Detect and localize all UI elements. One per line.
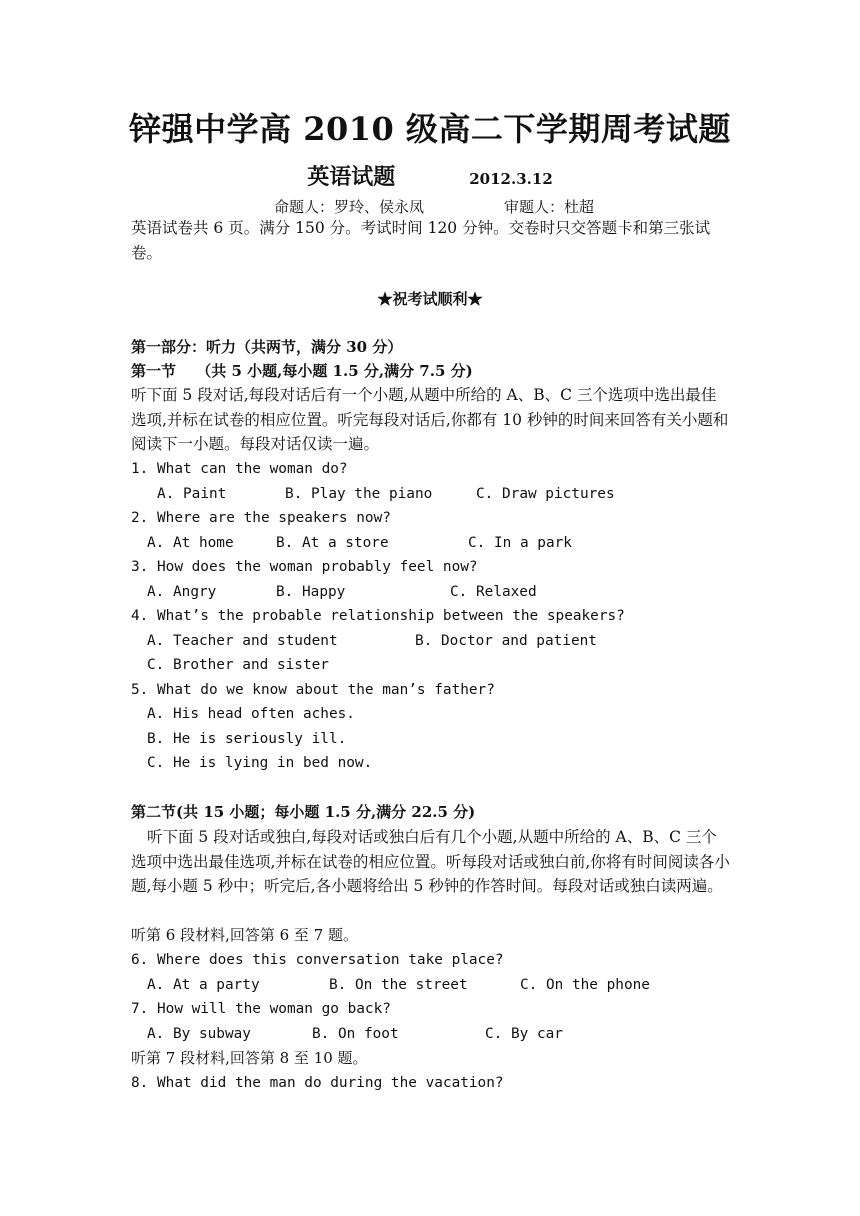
q1-option-b: B. Play the piano: [285, 486, 433, 502]
q5-option-c: C. He is lying in bed now.: [147, 755, 373, 771]
section2-heading: 第二节(共 15 小题；每小题 1.5 分,满分 22.5 分): [131, 803, 476, 821]
q6-option-b: B. On the street: [329, 977, 468, 993]
q1-option-c: C. Draw pictures: [476, 486, 615, 502]
q4-option-b: B. Doctor and patient: [415, 633, 597, 649]
exam-subtitle: [0, 160, 860, 191]
exam-title: 锌强中学高 2010 级高二下学期周考试题: [129, 110, 731, 148]
q3-option-c: C. Relaxed: [450, 584, 537, 600]
q5-option-b: B. He is seriously ill.: [147, 731, 347, 747]
section1-instructions: 听下面 5 段对话,每段对话后有一个小题,从题中所给的 A、B、C 三个选项中选出最佳选项,并标在试卷的相应位置。听完每段对话后,你都有 10 秒钟的时间来回答有关小题和阅读下一小题。每段对话仅读一遍。: [131, 386, 729, 453]
part1-heading: 第一部分：听力（共两节，满分 30 分）: [131, 338, 403, 356]
q4-option-c: C. Brother and sister: [147, 657, 329, 673]
question-7: 7. How will the woman go back?: [131, 1001, 391, 1017]
reviewer: 审题人：杜超: [504, 198, 595, 216]
exam-intro: 英语试卷共 6 页。满分 150 分。考试时间 120 分钟。交卷时只交答题卡和第三张试卷。: [131, 219, 711, 262]
q2-option-a: A. At home: [147, 535, 234, 551]
exam-date: 2012.3.12: [469, 170, 553, 188]
q3-option-a: A. Angry: [147, 584, 217, 600]
q1-option-a: A. Paint: [157, 486, 227, 502]
question-1: 1. What can the woman do?: [131, 461, 348, 477]
q7-option-b: B. On foot: [312, 1026, 399, 1042]
question-8: 8. What did the man do during the vacation?: [131, 1075, 504, 1091]
subject-label: 英语试题: [307, 164, 396, 190]
question-2: 2. Where are the speakers now?: [131, 510, 391, 526]
section2-instructions: 听下面 5 段对话或独白,每段对话或独白后有几个小题,从题中所给的 A、B、C 三个选项中选出最佳选项,并标在试卷的相应位置。听每段对话或独白前,你将有时间阅读各小题,每小题 5 秒中；听完后,各小题将给出 5 秒钟的作答时间。每段对话或独白读两遍。: [131, 828, 730, 895]
q5-option-a: A. His head often aches.: [147, 706, 355, 722]
q6-option-a: A. At a party: [147, 977, 260, 993]
material-7-note: 听第 7 段材料,回答第 8 至 10 题。: [131, 1049, 368, 1067]
q6-option-c: C. On the phone: [520, 977, 650, 993]
section1-heading: 第一节 （共 5 小题,每小题 1.5 分,满分 7.5 分): [131, 362, 473, 380]
q4-option-a: A. Teacher and student: [147, 633, 338, 649]
question-4: 4. What’s the probable relationship between the speakers?: [131, 608, 625, 624]
blessing: ★祝考试顺利★: [377, 290, 483, 308]
material-6-note: 听第 6 段材料,回答第 6 至 7 题。: [131, 926, 359, 944]
q2-option-c: C. In a park: [468, 535, 572, 551]
author-line: [274, 196, 594, 217]
q3-option-b: B. Happy: [276, 584, 346, 600]
question-3: 3. How does the woman probably feel now?: [131, 559, 478, 575]
q7-option-a: A. By subway: [147, 1026, 251, 1042]
question-5: 5. What do we know about the man’s father?: [131, 682, 495, 698]
question-6: 6. Where does this conversation take place?: [131, 952, 504, 968]
question-setters: 命题人：罗玲、侯永凤: [274, 198, 425, 216]
q2-option-b: B. At a store: [276, 535, 389, 551]
q7-option-c: C. By car: [485, 1026, 563, 1042]
